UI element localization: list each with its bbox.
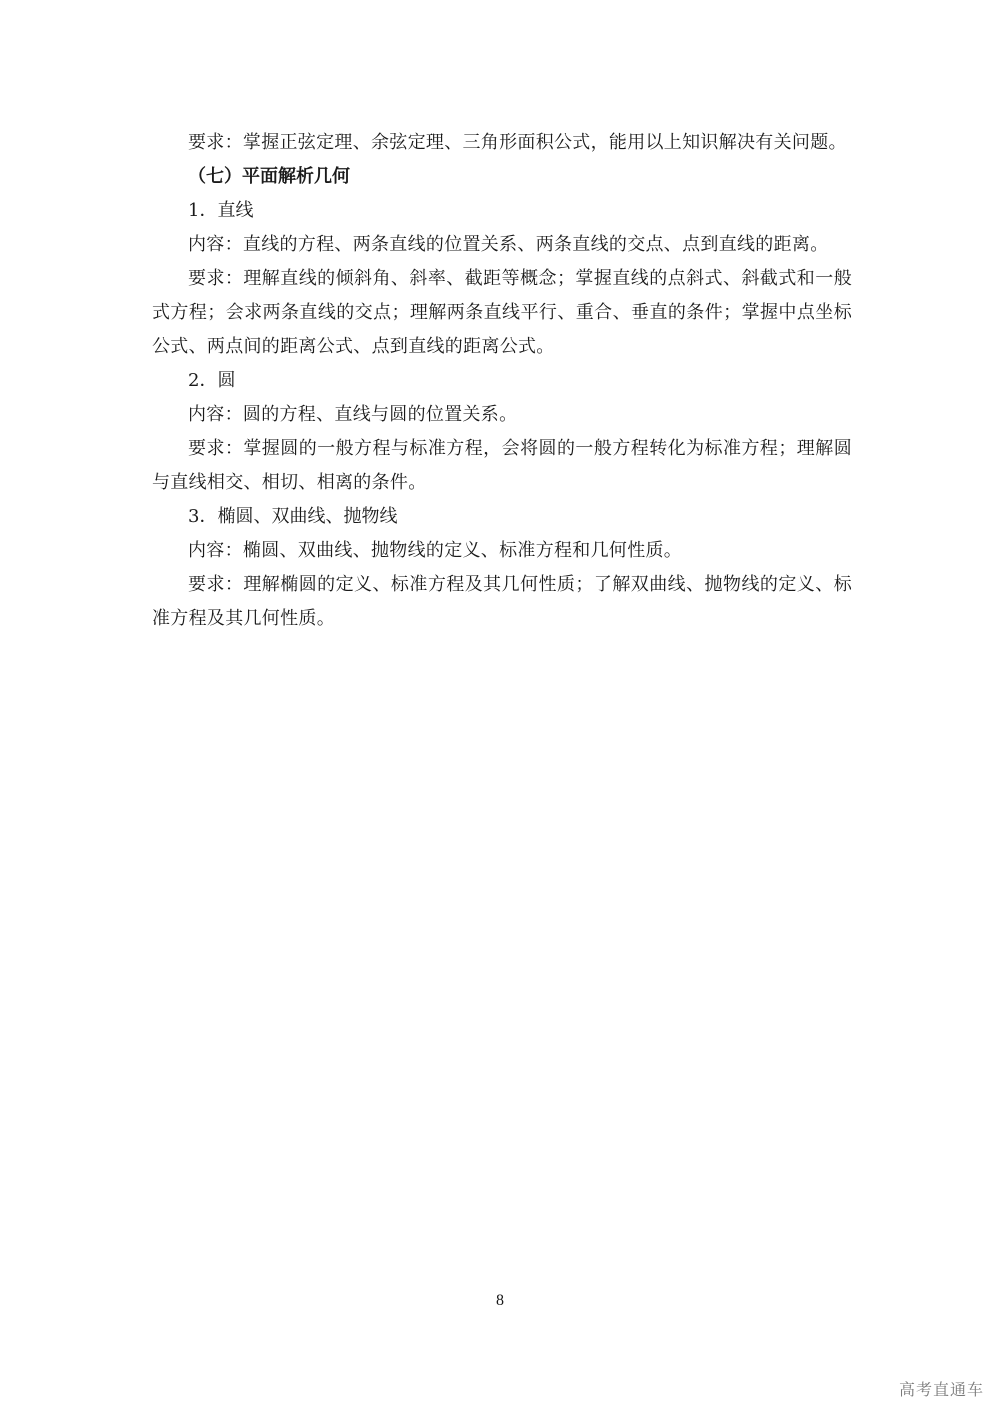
content-conics: 内容：椭圆、双曲线、抛物线的定义、标准方程和几何性质。	[188, 540, 683, 561]
requirement-circle: 要求：掌握圆的一般方程与标准方程，会将圆的一般方程转化为标准方程；理解圆与直线相交、相切、相离的条件。	[152, 438, 852, 493]
requirement-triangle: 要求：掌握正弦定理、余弦定理、三角形面积公式，能用以上知识解决有关问题。	[188, 132, 847, 153]
subsection-title-line: 1．直线	[188, 200, 254, 221]
page-number: 8	[496, 1292, 504, 1309]
content-circle: 内容：圆的方程、直线与圆的位置关系。	[188, 404, 518, 425]
watermark: 高考直通车	[898, 1380, 984, 1399]
document-body	[152, 126, 852, 636]
requirement-conics: 要求：理解椭圆的定义、标准方程及其几何性质；了解双曲线、抛物线的定义、标准方程及其几何性质。	[152, 574, 852, 629]
section-heading-analytic-geometry: （七）平面解析几何	[188, 166, 350, 187]
content-line: 内容：直线的方程、两条直线的位置关系、两条直线的交点、点到直线的距离。	[188, 234, 829, 255]
requirement-line: 要求：理解直线的倾斜角、斜率、截距等概念；掌握直线的点斜式、斜截式和一般式方程；会求两条直线的交点；理解两条直线平行、重合、垂直的条件；掌握中点坐标公式、两点间的距离公式、点到直线的距离公式。	[152, 268, 852, 357]
subsection-title-conics: 3．椭圆、双曲线、抛物线	[188, 506, 398, 527]
subsection-title-circle: 2．圆	[188, 370, 236, 391]
